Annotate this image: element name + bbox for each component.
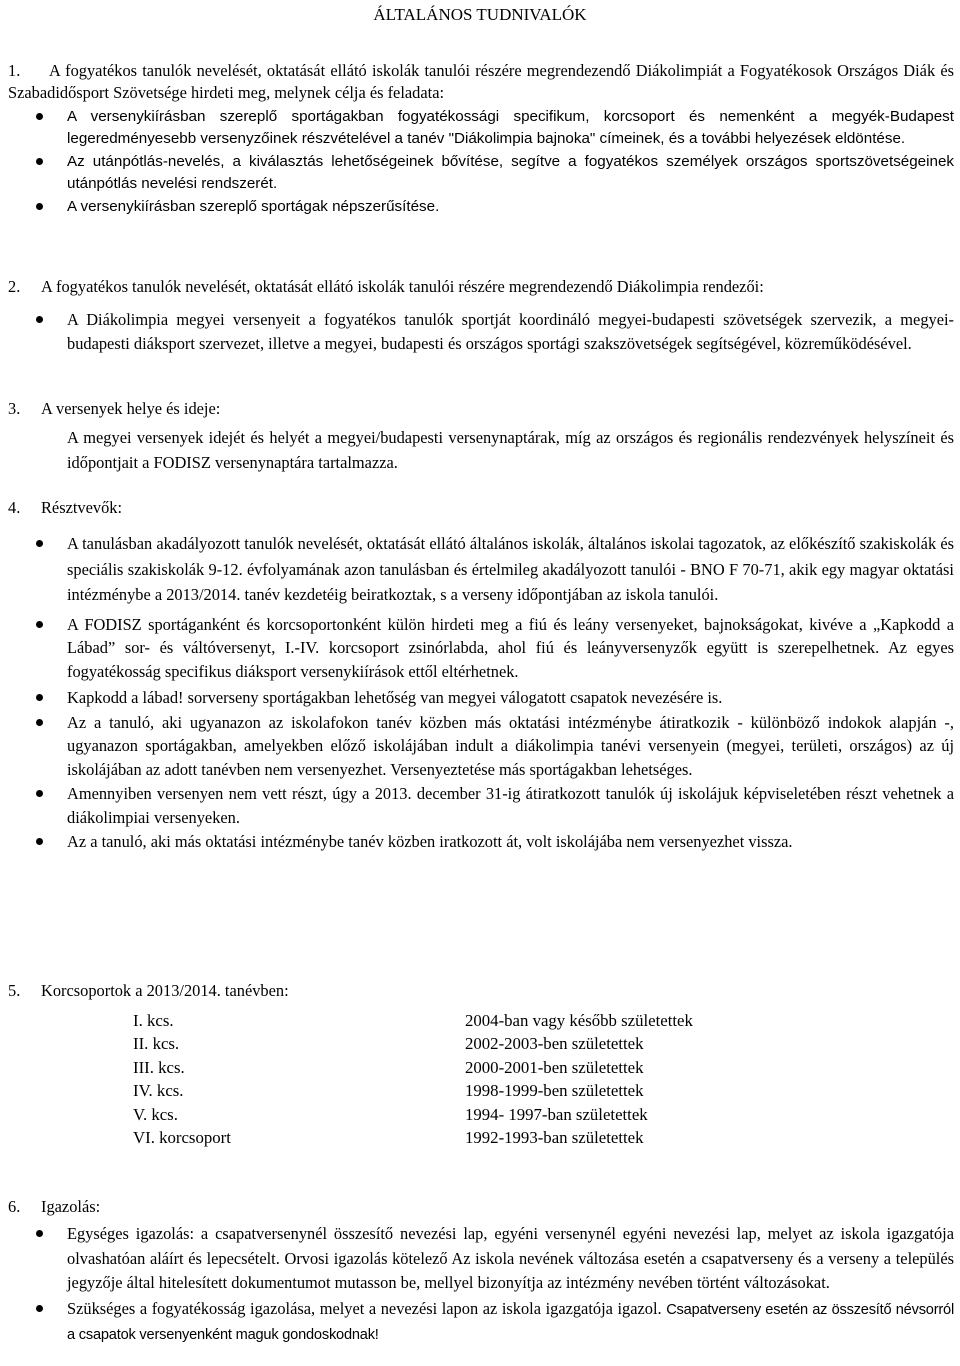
section-1-text: A fogyatékos tanulók nevelését, oktatását ellátó iskolák tanulói részére megrendezendő Diákolimpiát a Fogyatékosok Országos Diák és Szabadidősport Szövetsége hirdeti meg, melynek célja és feladata: [8,61,954,102]
section-5-heading: Korcsoportok a 2013/2014. tanévben: [41,981,289,1000]
section-2-number: 2. [8,277,21,296]
bullet-icon [36,196,44,204]
list-item: Kapkodd a lábad! sorverseny sportágakban lehetőség van megyei válogatott csapatok nevezésére is. [0,686,960,710]
age-groups-table [133,1011,693,1151]
bullet-icon [36,106,44,114]
page-title: ÁLTALÁNOS TUDNIVALÓK [373,5,587,24]
table-row: VI. korcsoport 1992-1993-ban születettek [133,1127,644,1147]
table-row: II. kcs. 2002-2003-ben születettek [133,1034,644,1054]
section-1-number: 1. [8,61,21,80]
section-4-heading: Résztvevők: [41,498,123,517]
section-6-bullets [0,1222,960,1347]
list-item: A versenykiírásban szereplő sportágakban fogyatékossági specifikum, korcsoport és nemenként a megyék-Budapest legeredményesebb versenyzőinek részvételével a tanév "Diákolimpia bajnoka" címeinek, és a további helyezések eldöntése. [0,106,960,149]
section-3-heading: A versenyek helye és ideje: [41,399,221,418]
section-3-text: A megyei versenyek idejét és helyét a megyei/budapesti versenynaptárak, míg az országos és regionális rendezvények helyszíneit és időpontjait a FODISZ versenynaptára tartalmazza. [67,428,954,472]
bullet-icon [36,830,44,838]
section-4-number: 4. [8,498,21,517]
bullet-icon [36,1297,44,1305]
section-2-text: A fogyatékos tanulók nevelését, oktatását ellátó iskolák tanulói részére megrendezendő Diákolimpia rendezői: [41,277,764,296]
list-item: Egységes igazolás: a csapatversenynél összesítő nevezési lap, egyéni versenynél egyéni nevezési lap, melyet az iskola igazgatója olvashatóan aláírt és lepecsételt. Orvosi igazolás kötelező Az iskola nevének változása esetén a csapatverseny és a verseny a település jegyzője által hitelesített dokumentumot mutasson be, mellyel bizonyítja az intézmény nevében történt változásokat. [0,1222,960,1296]
bullet-icon [36,308,44,316]
bullet-icon [36,782,44,790]
section-5-number: 5. [8,981,21,1000]
list-item: Az a tanuló, aki ugyanazon az iskolafokon tanév közben más oktatási intézménybe átiratkozik - különböző indokok alapján -, ugyanazon sportágakban, amelyekben előző iskolájában indult a diákolimpia tanévi versenyein (megyei, területi, országos) az új iskolájában az adott tanévben nem versenyezhet. Versenyeztetése más sportágakban lehetséges. [0,711,960,782]
bullet-icon [36,686,44,694]
bullet-icon [36,531,44,539]
section-6-heading: Igazolás: [41,1197,101,1216]
list-item: A Diákolimpia megyei versenyeit a fogyatékos tanulók sportját koordináló megyei-budapesti szövetségek szervezik, a megyei-budapesti diáksport szervezet, illetve a megyei, budapesti és országos sportági szakszövetségek segítségével, közreműködésével. [0,308,960,356]
table-row: I. kcs. 2004-ban vagy később születettek [133,1011,693,1030]
list-item: Amennyiben versenyen nem vett részt, úgy a 2013. december 31-ig átiratkozott tanulók új iskolájuk képviseletében részt vehetnek a diákolimpiai versenyeken. [0,782,960,829]
bullet-icon [36,613,44,621]
list-item: Az a tanuló, aki más oktatási intézménybe tanév közben iratkozott át, volt iskolájába nem versenyezhet vissza. [0,830,960,854]
table-row: III. kcs. 2000-2001-ben születettek [133,1057,644,1077]
section-1-bullets [0,106,960,218]
section-6-number: 6. [8,1197,21,1216]
list-item: A tanulásban akadályozott tanulók nevelését, oktatását ellátó általános iskolák, általános iskolai tagozatok, az előkészítő szakiskolák és speciális szakiskolák 9-12. évfolyamának azon tanulásban és értelmileg akadályozott tanulói - BNO F 70-71, akik egy magyar oktatási intézménybe a 2013/2014. tanév kezdetéig beiratkoztak, s a verseny időpontjában az iskola tanulói. [0,531,960,608]
list-item: Az utánpótlás-nevelés, a kiválasztás lehetőségeinek bővítése, segítve a fogyatékos személyek országos sportszövetségeinek utánpótlás nevelési rendszerét. [0,151,960,194]
table-row: V. kcs. 1994- 1997-ban születettek [133,1104,648,1124]
section-2-bullets [0,308,960,356]
bullet-icon [36,1222,44,1230]
list-item: A FODISZ sportáganként és korcsoportonként külön hirdeti meg a fiú és leány versenyeket, bajnokságokat, kivéve a „Kapkodd a Lábad” sor- és váltóversenyt, I.-IV. korcsoport zsinórlabda, ahol fiú és leányversenyzők együtt is szerepelhetnek. Az egyes fogyatékosság specifikus diáksport versenykiírások ettől eltérhetnek. [0,613,960,684]
section-3-number: 3. [8,399,21,418]
bullet-icon [36,151,44,159]
bullet-icon [36,711,44,719]
section-4-bullets [0,531,960,854]
table-row: IV. kcs. 1998-1999-ben születettek [133,1081,644,1101]
list-item: A versenykiírásban szereplő sportágak népszerűsítése. [0,196,960,218]
list-item: Szükséges a fogyatékosság igazolása, melyet a nevezési lapon az iskola igazgatója igazol. Csapatverseny esetén az összesítő névsorról a csapatok versenyenként maguk gondoskodnak! [0,1297,960,1347]
